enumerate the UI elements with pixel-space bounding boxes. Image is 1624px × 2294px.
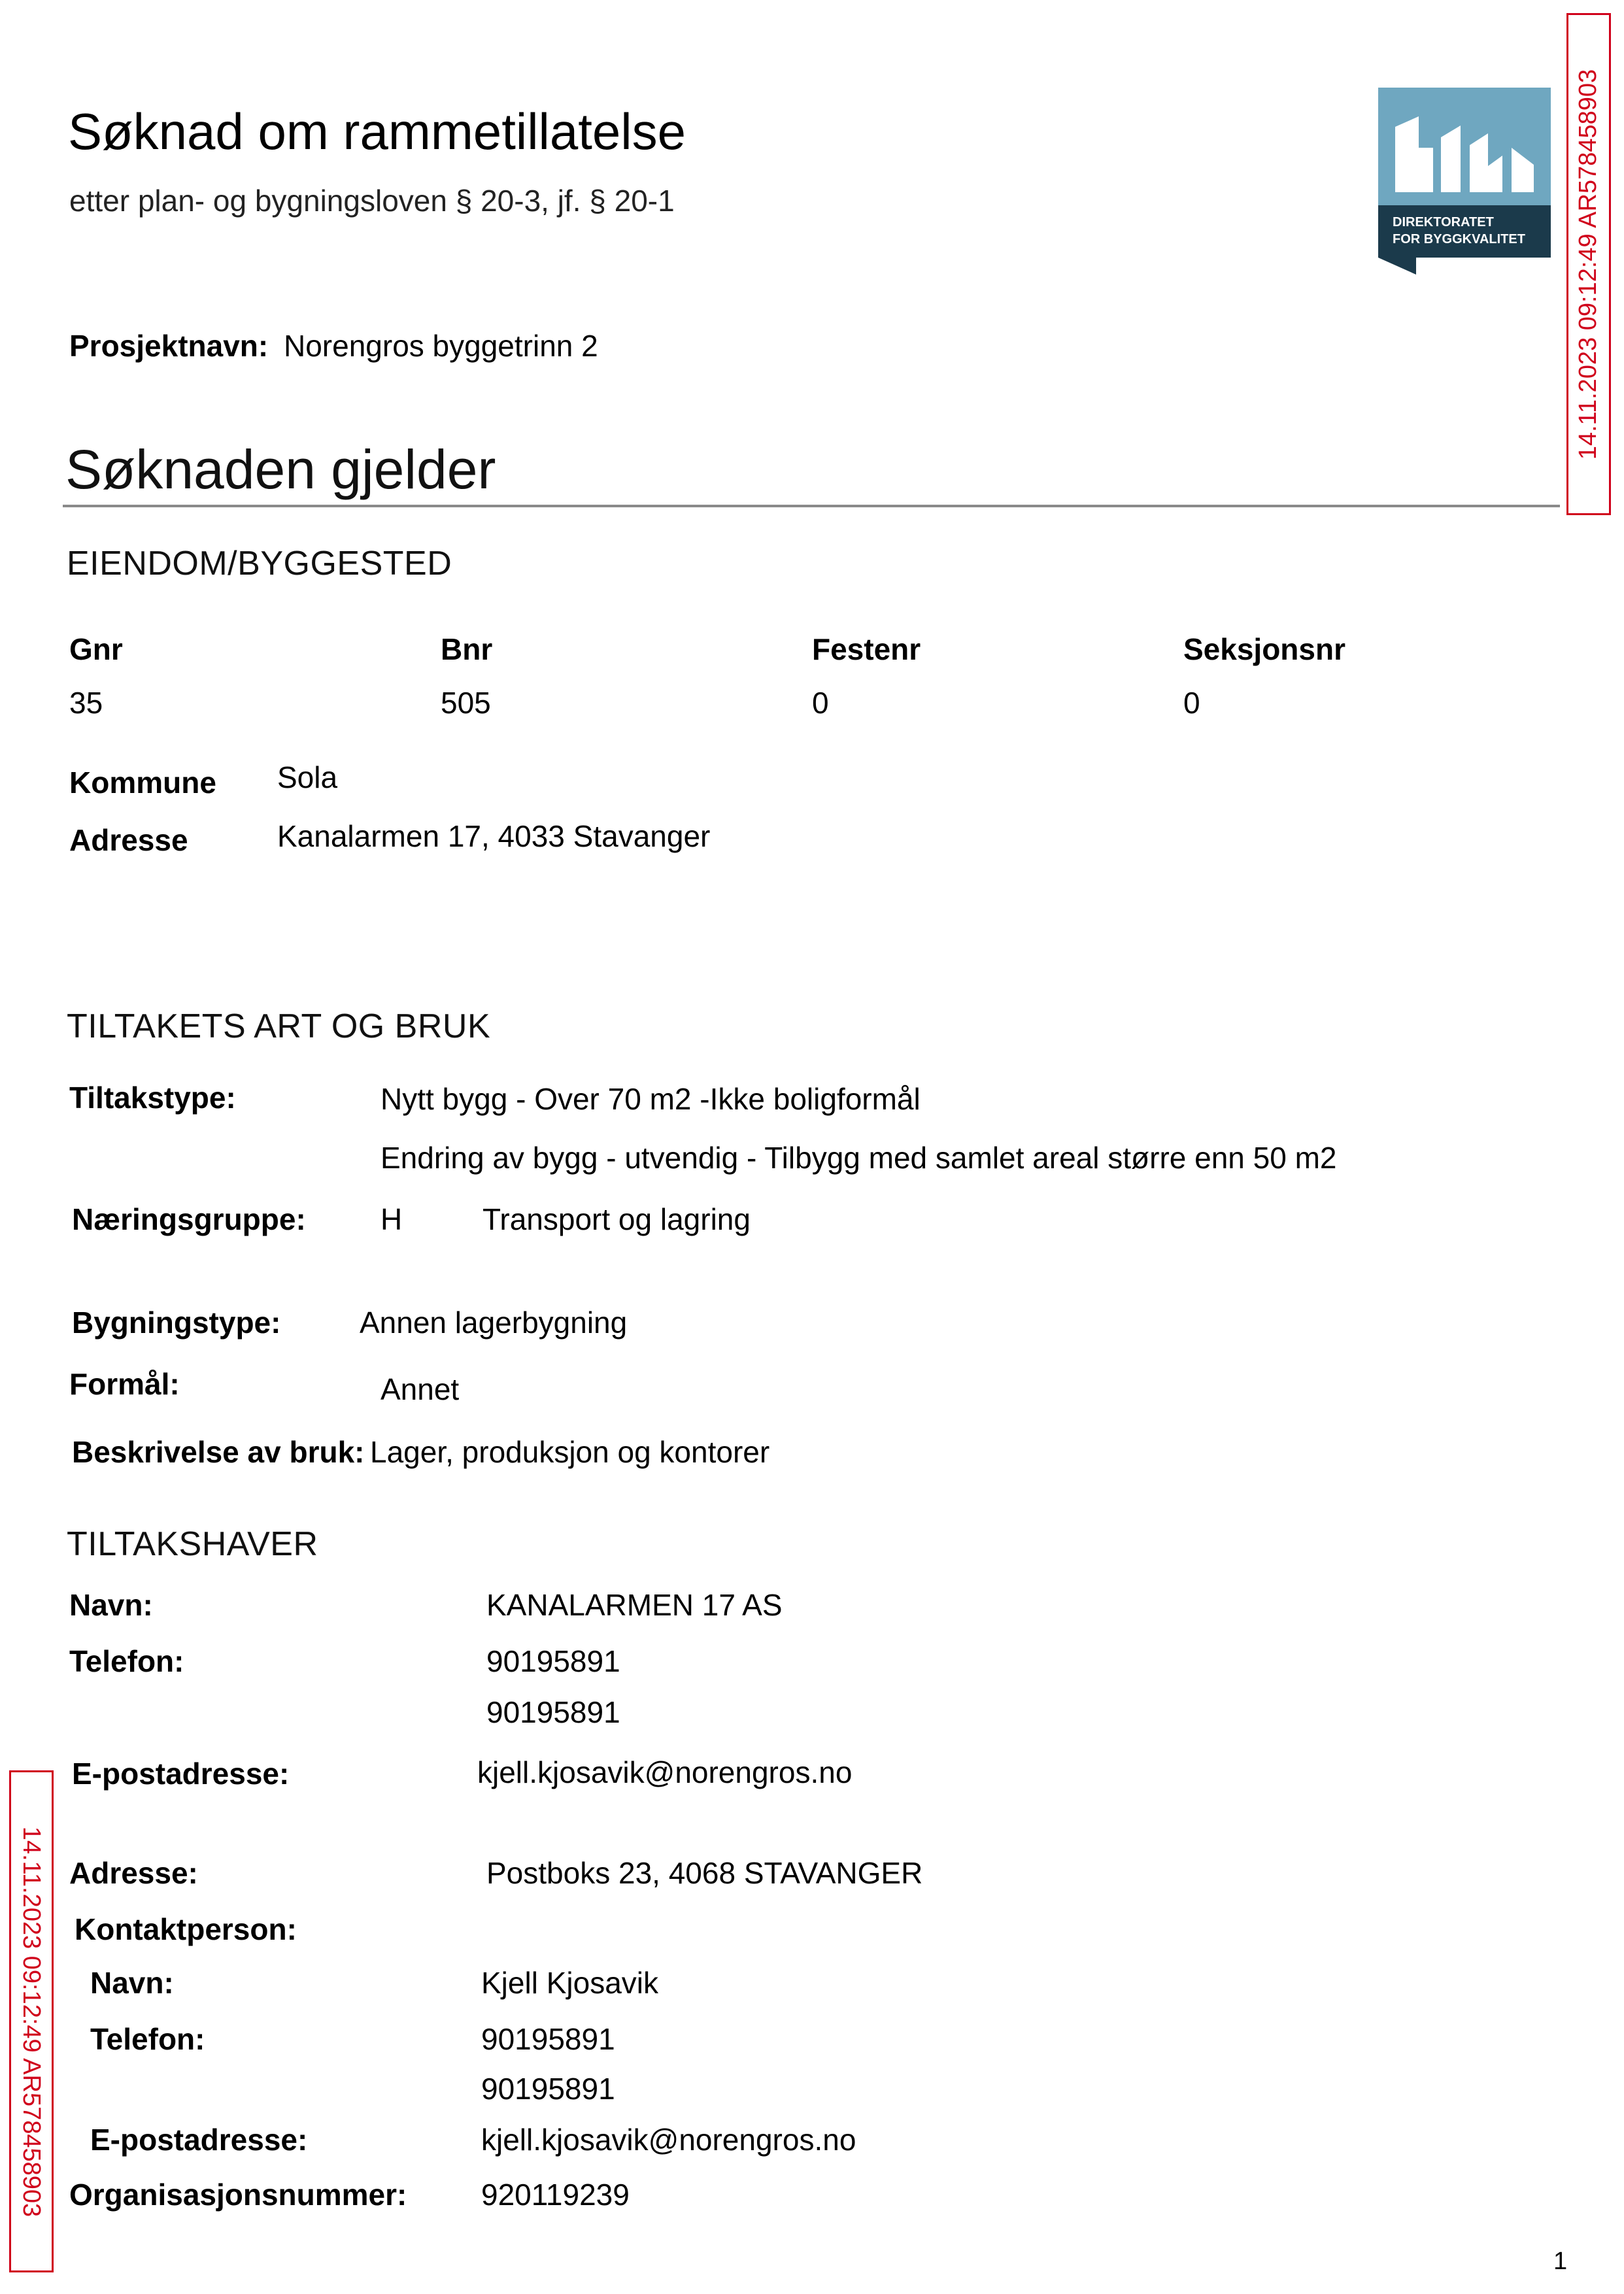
kontakt-epost-label: E-postadresse: xyxy=(90,2123,308,2157)
bruk-value: Lager, produksjon og kontorer xyxy=(370,1435,770,1469)
archive-stamp-left xyxy=(9,1770,54,2272)
th-telefon-1: 90195891 xyxy=(486,1644,620,1678)
th-adresse-value: Postboks 23, 4068 STAVANGER xyxy=(486,1856,923,1890)
heading-divider xyxy=(63,505,1560,507)
document-title: Søknad om rammetillatelse xyxy=(68,103,686,160)
adresse-value: Kanalarmen 17, 4033 Stavanger xyxy=(277,819,711,853)
naering-label: Næringsgruppe: xyxy=(72,1202,306,1236)
dibk-logo xyxy=(1378,88,1551,275)
naering-code: H xyxy=(381,1202,403,1236)
val-seksjonsnr: 0 xyxy=(1183,686,1200,720)
th-adresse-label: Adresse: xyxy=(69,1856,198,1890)
section-tiltak: TILTAKETS ART OG BRUK xyxy=(67,1007,491,1045)
logo-navy-panel xyxy=(1378,205,1551,258)
col-seksjonsnr: Seksjonsnr xyxy=(1183,632,1345,666)
th-telefon-label: Telefon: xyxy=(69,1644,184,1678)
formal-label: Formål: xyxy=(69,1367,180,1401)
val-festenr: 0 xyxy=(812,686,829,720)
archive-stamp-right-text: 14.11.2023 09:12:49 AR578458903 xyxy=(1574,69,1602,460)
archive-stamp-left-text: 14.11.2023 09:12:49 AR578458903 xyxy=(18,1826,46,2217)
kontakt-navn-value: Kjell Kjosavik xyxy=(481,1966,658,2000)
logo-text-2: FOR BYGGKVALITET xyxy=(1393,232,1525,246)
archive-stamp-right xyxy=(1566,13,1611,515)
th-navn-value: KANALARMEN 17 AS xyxy=(486,1588,783,1622)
th-epost-value: kjell.kjosavik@norengros.no xyxy=(477,1755,853,1789)
orgnr-value: 920119239 xyxy=(481,2178,630,2212)
section-tiltakshaver: TILTAKSHAVER xyxy=(67,1525,318,1563)
section-eiendom: EIENDOM/BYGGESTED xyxy=(67,545,452,582)
val-bnr: 505 xyxy=(441,686,491,720)
tiltakstype-value-1: Nytt bygg - Over 70 m2 -Ikke boligformål xyxy=(381,1082,921,1116)
bygningstype-value: Annen lagerbygning xyxy=(360,1306,628,1340)
project-label: Prosjektnavn: xyxy=(69,329,269,363)
th-navn-label: Navn: xyxy=(69,1588,153,1622)
formal-value: Annet xyxy=(381,1372,460,1406)
orgnr-label: Organisasjonsnummer: xyxy=(69,2178,407,2212)
logo-building-2 xyxy=(1441,126,1461,192)
col-bnr: Bnr xyxy=(441,632,493,666)
naering-value: Transport og lagring xyxy=(482,1202,751,1236)
adresse-label: Adresse xyxy=(69,823,188,857)
th-epost-label: E-postadresse: xyxy=(72,1757,290,1791)
th-telefon-2: 90195891 xyxy=(486,1695,620,1729)
kontakt-navn-label: Navn: xyxy=(90,1966,174,2000)
kontakt-telefon-2: 90195891 xyxy=(481,2072,615,2106)
kommune-label: Kommune xyxy=(69,766,216,800)
section-heading-soknaden: Søknaden gjelder xyxy=(65,439,496,500)
col-gnr: Gnr xyxy=(69,632,123,666)
logo-tab xyxy=(1378,258,1416,275)
tiltakstype-value-2: Endring av bygg - utvendig - Tilbygg med samlet areal større enn 50 m2 xyxy=(381,1141,1337,1175)
col-festenr: Festenr xyxy=(812,632,921,666)
kontakt-label: Kontaktperson: xyxy=(75,1912,297,1946)
kontakt-telefon-1: 90195891 xyxy=(481,2022,615,2056)
val-gnr: 35 xyxy=(69,686,103,720)
page-number: 1 xyxy=(1553,2248,1568,2275)
project-value: Norengros byggetrinn 2 xyxy=(284,329,598,363)
tiltakstype-label: Tiltakstype: xyxy=(69,1081,236,1115)
kontakt-epost-value: kjell.kjosavik@norengros.no xyxy=(481,2123,856,2157)
document-subtitle: etter plan- og bygningsloven § 20-3, jf. § 20-1 xyxy=(69,184,675,218)
bygningstype-label: Bygningstype: xyxy=(72,1306,281,1340)
bruk-label: Beskrivelse av bruk: xyxy=(72,1435,365,1469)
logo-text-1: DIREKTORATET xyxy=(1393,215,1494,229)
kontakt-telefon-label: Telefon: xyxy=(90,2022,205,2056)
kommune-value: Sola xyxy=(277,760,338,794)
